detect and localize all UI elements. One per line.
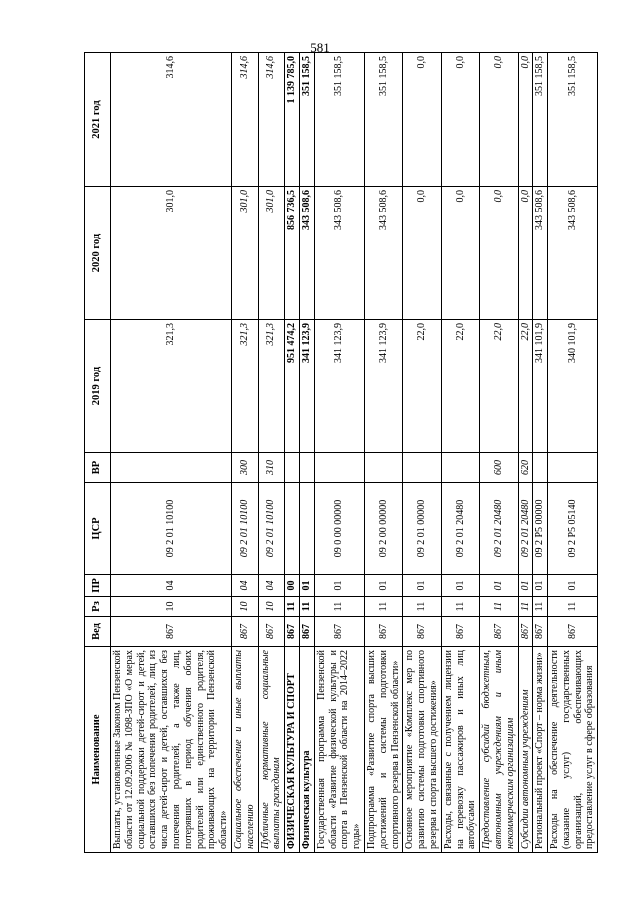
table-row — [403, 53, 441, 853]
header-pr: ПР — [85, 575, 111, 597]
table-row — [111, 53, 232, 853]
cell-pr: 04 — [111, 575, 232, 597]
cell-y2019: 321,3 — [111, 320, 232, 453]
cell-pr: 01 — [533, 575, 548, 597]
cell-y2020: 0,0 — [441, 187, 479, 320]
cell-rz: 11 — [480, 597, 518, 617]
cell-vr — [299, 453, 314, 483]
cell-ved: 867 — [258, 617, 285, 647]
cell-csr: 09 2 01 20480 — [518, 483, 533, 575]
cell-name: Выплаты, установленные Законом Пензенской области от 12.09.2006 № 1098-ЗПО «О мерах социальной поддержки детей-сирот и детей, оставшихся без попечения родителей, лиц из числа детей-сирот и детей, оставшихся без попечения родителей, а также лиц, потерявших в период обучения обоих родителей или единственного родителя, проживающих на территории Пензенской области» — [111, 647, 232, 853]
cell-y2019: 951 474,2 — [285, 320, 300, 453]
cell-name: Региональный проект «Спорт – норма жизни» — [533, 647, 548, 853]
table-row — [533, 53, 548, 853]
cell-vr — [364, 453, 402, 483]
table-row — [314, 53, 364, 853]
cell-y2020: 0,0 — [480, 187, 518, 320]
header-name: Наименование — [85, 647, 111, 853]
cell-vr — [285, 453, 300, 483]
cell-ved: 867 — [285, 617, 300, 647]
cell-y2019: 340 101,9 — [548, 320, 598, 453]
cell-y2021: 0,0 — [441, 53, 479, 187]
cell-pr: 04 — [231, 575, 258, 597]
table-row — [548, 53, 598, 853]
cell-ved: 867 — [403, 617, 441, 647]
cell-y2019: 321,3 — [258, 320, 285, 453]
cell-vr — [441, 453, 479, 483]
table-row — [285, 53, 300, 853]
cell-vr — [111, 453, 232, 483]
cell-y2020: 343 508,6 — [533, 187, 548, 320]
table-row — [518, 53, 533, 853]
cell-y2021: 351 158,5 — [364, 53, 402, 187]
table-row — [480, 53, 518, 853]
cell-y2019: 341 123,9 — [364, 320, 402, 453]
cell-vr: 310 — [258, 453, 285, 483]
cell-rz: 10 — [258, 597, 285, 617]
cell-vr: 600 — [480, 453, 518, 483]
cell-y2021: 314,6 — [231, 53, 258, 187]
cell-y2020: 343 508,6 — [314, 187, 364, 320]
cell-y2021: 0,0 — [403, 53, 441, 187]
cell-y2021: 314,6 — [111, 53, 232, 187]
cell-csr: 09 2 P5 05140 — [548, 483, 598, 575]
cell-ved: 867 — [314, 617, 364, 647]
header-csr: ЦСР — [85, 483, 111, 575]
cell-name: Социальное обеспечение и иные выплаты населению — [231, 647, 258, 853]
cell-y2021: 0,0 — [518, 53, 533, 187]
cell-y2020: 343 508,6 — [364, 187, 402, 320]
cell-csr — [299, 483, 314, 575]
cell-y2019: 321,3 — [231, 320, 258, 453]
cell-pr: 01 — [314, 575, 364, 597]
cell-y2021: 314,6 — [258, 53, 285, 187]
cell-y2021: 351 158,5 — [314, 53, 364, 187]
cell-csr: 09 2 01 10100 — [258, 483, 285, 575]
cell-vr — [403, 453, 441, 483]
cell-csr: 09 2 01 00000 — [403, 483, 441, 575]
cell-ved: 867 — [480, 617, 518, 647]
cell-rz: 11 — [533, 597, 548, 617]
cell-pr: 01 — [548, 575, 598, 597]
cell-pr: 01 — [299, 575, 314, 597]
cell-rz: 11 — [364, 597, 402, 617]
cell-y2020: 856 736,5 — [285, 187, 300, 320]
cell-pr: 01 — [480, 575, 518, 597]
cell-ved: 867 — [231, 617, 258, 647]
table-body — [111, 53, 598, 853]
cell-csr: 09 2 01 20480 — [480, 483, 518, 575]
cell-y2019: 22,0 — [480, 320, 518, 453]
cell-pr: 01 — [364, 575, 402, 597]
cell-y2021: 1 139 785,0 — [285, 53, 300, 187]
cell-rz: 10 — [111, 597, 232, 617]
cell-vr — [314, 453, 364, 483]
header-2021: 2021 год — [85, 53, 111, 187]
cell-y2021: 351 158,5 — [548, 53, 598, 187]
cell-name: Субсидии автономным учреждениям — [518, 647, 533, 853]
cell-y2019: 341 123,9 — [299, 320, 314, 453]
cell-name: Предоставление субсидий бюджетным, автономным учреждениям и иным некоммерческим организациям — [480, 647, 518, 853]
cell-rz: 11 — [548, 597, 598, 617]
cell-ved: 867 — [364, 617, 402, 647]
cell-y2019: 22,0 — [441, 320, 479, 453]
cell-pr: 01 — [518, 575, 533, 597]
cell-vr — [548, 453, 598, 483]
cell-rz: 11 — [314, 597, 364, 617]
cell-pr: 01 — [403, 575, 441, 597]
cell-y2021: 0,0 — [480, 53, 518, 187]
cell-ved: 867 — [533, 617, 548, 647]
rotated-table-container — [84, 53, 596, 853]
cell-csr: 09 0 00 00000 — [314, 483, 364, 575]
cell-y2020: 301,0 — [111, 187, 232, 320]
cell-y2020: 0,0 — [403, 187, 441, 320]
cell-y2019: 22,0 — [403, 320, 441, 453]
cell-y2020: 343 508,6 — [299, 187, 314, 320]
cell-pr: 04 — [258, 575, 285, 597]
table-row — [258, 53, 285, 853]
cell-vr: 620 — [518, 453, 533, 483]
cell-pr: 01 — [441, 575, 479, 597]
table-row — [231, 53, 258, 853]
cell-y2021: 351 158,5 — [299, 53, 314, 187]
cell-csr: 09 2 P5 00000 — [533, 483, 548, 575]
cell-ved: 867 — [111, 617, 232, 647]
cell-name: Физическая культура — [299, 647, 314, 853]
cell-rz: 11 — [285, 597, 300, 617]
cell-csr: 09 2 00 00000 — [364, 483, 402, 575]
cell-csr: 09 2 01 20480 — [441, 483, 479, 575]
cell-name: Расходы, связанные с получением лицензии на перевозку пассажиров и иных лиц автобусами — [441, 647, 479, 853]
cell-name: ФИЗИЧЕСКАЯ КУЛЬТУРА И СПОРТ — [285, 647, 300, 853]
header-rz: Рз — [85, 597, 111, 617]
table-row — [364, 53, 402, 853]
cell-y2019: 341 101,9 — [533, 320, 548, 453]
cell-rz: 11 — [299, 597, 314, 617]
cell-name: Публичные нормативные социальные выплаты гражданам — [258, 647, 285, 853]
page-number: 581 — [310, 40, 330, 55]
cell-csr: 09 2 01 10100 — [111, 483, 232, 575]
cell-name: Подпрограмма «Развитие спорта высших достижений и системы подготовки спортивного резерва в Пензенской области» — [364, 647, 402, 853]
cell-y2020: 343 508,6 — [548, 187, 598, 320]
cell-rz: 11 — [441, 597, 479, 617]
cell-rz: 11 — [403, 597, 441, 617]
cell-name: Основное мероприятие «Комплекс мер по развитию системы подготовки спортивного резерва и спорта высшего достижения» — [403, 647, 441, 853]
table-header-row — [85, 53, 111, 853]
header-vr: ВР — [85, 453, 111, 483]
cell-rz: 10 — [231, 597, 258, 617]
cell-vr: 300 — [231, 453, 258, 483]
cell-vr — [533, 453, 548, 483]
cell-csr — [285, 483, 300, 575]
cell-y2021: 351 158,5 — [533, 53, 548, 187]
cell-ved: 867 — [441, 617, 479, 647]
cell-y2020: 301,0 — [231, 187, 258, 320]
cell-y2019: 341 123,9 — [314, 320, 364, 453]
cell-pr: 00 — [285, 575, 300, 597]
header-2019: 2019 год — [85, 320, 111, 453]
cell-csr: 09 2 01 10100 — [231, 483, 258, 575]
cell-name: Расходы на обеспечение деятельности (оказание услуг) государственных организаций, обеспечивающих предоставление услуг в сфере образования — [548, 647, 598, 853]
budget-table — [84, 52, 598, 853]
cell-ved: 867 — [548, 617, 598, 647]
cell-y2020: 0,0 — [518, 187, 533, 320]
cell-rz: 11 — [518, 597, 533, 617]
cell-ved: 867 — [518, 617, 533, 647]
header-2020: 2020 год — [85, 187, 111, 320]
cell-y2020: 301,0 — [258, 187, 285, 320]
table-row — [299, 53, 314, 853]
cell-ved: 867 — [299, 617, 314, 647]
cell-y2019: 22,0 — [518, 320, 533, 453]
cell-name: Государственная программа Пензенской области «Развитие физической культуры и спорта в Пензенской области на 2014–2022 годы» — [314, 647, 364, 853]
header-ved: Вед — [85, 617, 111, 647]
table-row — [441, 53, 479, 853]
